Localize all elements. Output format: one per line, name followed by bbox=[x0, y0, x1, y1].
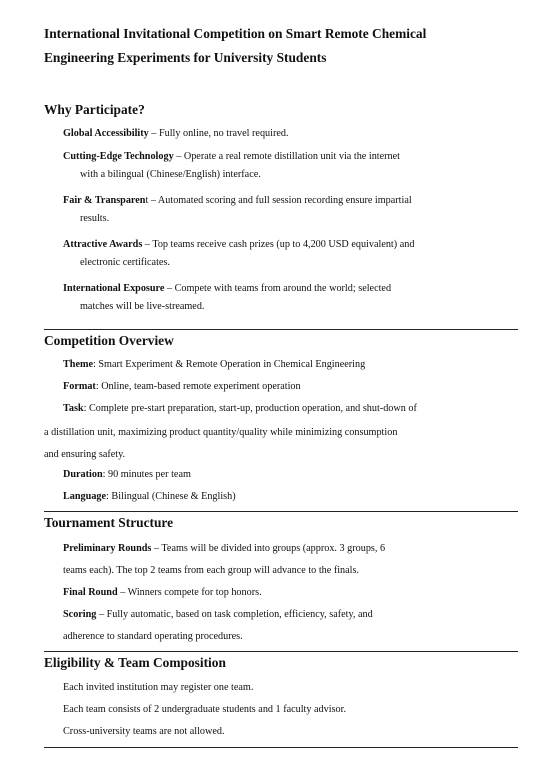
why-heading: Why Participate? bbox=[44, 102, 145, 117]
tournament-value: – Fully automatic, based on task completion, efficiency, safety, and bbox=[96, 609, 373, 620]
overview-value: : Complete pre-start preparation, start-up, production operation, and shut-down of bbox=[83, 403, 417, 414]
why-term: Global Accessibility bbox=[63, 128, 149, 139]
page-title bbox=[44, 22, 514, 70]
why-desc-cont: matches will be live-streamed. bbox=[80, 301, 205, 313]
tournament-value: – Teams will be divided into groups (approx. 3 groups, 6 bbox=[151, 543, 386, 554]
overview-theme bbox=[63, 356, 518, 374]
overview-task bbox=[63, 400, 518, 418]
title-line-1: International Invitational Competition on Smart Remote Chemical bbox=[44, 26, 427, 41]
why-desc: – Fully online, no travel required. bbox=[148, 128, 289, 139]
overview-value: : Smart Experiment & Remote Operation in Chemical Engineering bbox=[93, 359, 366, 370]
overview-task-line-2: a distillation unit, maximizing product quantity/quality while minimizing consumption bbox=[44, 427, 398, 438]
eligibility-line: Each invited institution may register one team. bbox=[63, 682, 254, 693]
why-item-technology bbox=[63, 148, 513, 184]
overview-label: Duration bbox=[63, 469, 103, 480]
section-divider bbox=[44, 329, 518, 330]
why-term: Cutting-Edge Technology bbox=[63, 151, 174, 162]
tournament-scoring-cont: adherence to standard operating procedures. bbox=[63, 631, 243, 642]
eligibility-heading: Eligibility & Team Composition bbox=[44, 655, 226, 670]
overview-language bbox=[63, 488, 518, 506]
why-item-exposure bbox=[63, 280, 513, 316]
why-term-tail: t bbox=[145, 195, 149, 206]
why-desc-cont: results. bbox=[80, 213, 110, 225]
overview-value: : 90 minutes per team bbox=[102, 469, 191, 480]
why-desc: – Compete with teams from around the world; selected bbox=[164, 283, 392, 294]
tournament-heading: Tournament Structure bbox=[44, 515, 174, 530]
tournament-prelim-cont: teams each). The top 2 teams from each group will advance to the finals. bbox=[63, 565, 359, 576]
why-item-global bbox=[63, 125, 513, 143]
tournament-label: Final Round bbox=[63, 587, 118, 598]
title-line-2: Engineering Experiments for University Students bbox=[44, 50, 327, 65]
why-item-fair bbox=[63, 192, 513, 228]
overview-task-line-3: and ensuring safety. bbox=[44, 449, 126, 460]
section-divider bbox=[44, 651, 518, 652]
overview-value: : Bilingual (Chinese & English) bbox=[106, 491, 236, 502]
why-desc: – Top teams receive cash prizes (up to 4,200 USD equivalent) and bbox=[142, 239, 415, 250]
section-divider bbox=[44, 511, 518, 512]
tournament-final bbox=[63, 584, 518, 602]
overview-duration bbox=[63, 466, 518, 484]
tournament-label: Scoring bbox=[63, 609, 97, 620]
eligibility-line: Each team consists of 2 undergraduate students and 1 faculty advisor. bbox=[63, 704, 347, 715]
overview-value: : Online, team-based remote experiment operation bbox=[95, 381, 301, 392]
section-divider bbox=[44, 747, 518, 748]
overview-label: Format bbox=[63, 381, 96, 392]
why-term: International Exposure bbox=[63, 283, 165, 294]
overview-label: Language bbox=[63, 491, 107, 502]
tournament-scoring bbox=[63, 606, 518, 624]
why-desc: – Automated scoring and full session recording ensure impartial bbox=[148, 195, 412, 206]
overview-task-cont bbox=[44, 422, 518, 466]
why-desc: – Operate a real remote distillation unit via the internet bbox=[173, 151, 400, 162]
why-desc-cont: with a bilingual (Chinese/English) interface. bbox=[80, 169, 261, 181]
tournament-prelim bbox=[63, 540, 518, 558]
why-desc-cont: electronic certificates. bbox=[80, 257, 170, 269]
tournament-label: Preliminary Rounds bbox=[63, 543, 152, 554]
why-term: Fair & Transparen bbox=[63, 195, 146, 206]
overview-label: Theme bbox=[63, 359, 93, 370]
overview-heading: Competition Overview bbox=[44, 333, 174, 348]
why-term: Attractive Awards bbox=[63, 239, 143, 250]
tournament-value: – Winners compete for top honors. bbox=[117, 587, 262, 598]
overview-label: Task bbox=[63, 403, 84, 414]
overview-format bbox=[63, 378, 518, 396]
why-item-awards bbox=[63, 236, 513, 272]
eligibility-line: Cross-university teams are not allowed. bbox=[63, 726, 225, 737]
